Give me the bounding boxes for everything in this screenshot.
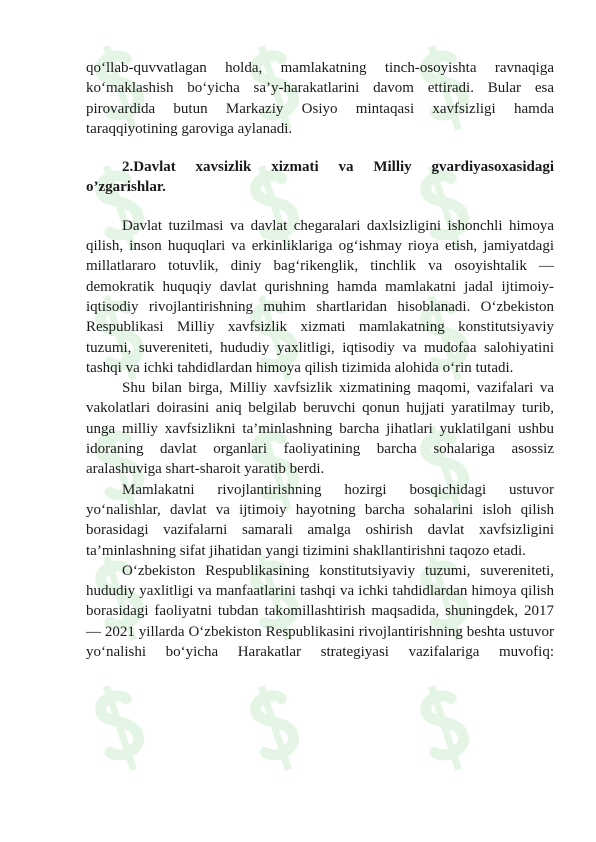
dollar-sign-icon (81, 675, 158, 782)
paragraph-1: Davlat tuzilmasi va davlat chegaralari daxlsizligini ishonchli himoya qilish, inson huquqlari va erkinliklariga og‘ishmay rioya etish, jamiyatdagi millatlararo totuvlik, diniy bag‘rikenglik, tinchlik va osoyishtalik — demokratik huquqiy davlat qurishning hamda mamlakatni jadal ijtimoiy-iqtisodiy rivojlantirishning muhim shartlaridan hisoblanadi. O‘zbekiston Respublikasi Milliy xavfsizlik xizmati mamlakatning konstitutsiyaviy tuzumi, suvereniteti, hududiy yaxlitligi, iqtisodiy va mudofaa salohiyatini tashqi va ichki tahdidlardan himoya qilish tizimida alohida o‘rin tutadi. (86, 217, 554, 376)
paragraph-4: O‘zbekiston Respublikasining konstitutsiyaviy tuzumi, suvereniteti, hududiy yaxlitligi va manfaatlarini tashqi va ichki tahdidlardan himoya qilish borasidagi faoliyatni tubdan takomillashtirish maqsadida, shuningdek, 2017 — 2021 yillarda O‘zbekiston Respublikasini rivojlantirishning beshta ustuvor yo‘nalishi bo‘yicha Harakatlar strategiyasi vazifalariga muvofiq: (86, 562, 554, 661)
paragraph-3: Mamlakatni rivojlantirishning hozirgi bosqichidagi ustuvor yo‘nalishlar, davlat va ijtimoiy hayotning barcha sohalarini isloh qilish borasidagi vazifalarni samarali amalga oshirish davlat xavfsizligini ta’minlashning sifat jihatidan yangi tizimini shakllantirishni taqozo etadi. (86, 481, 554, 559)
section-heading: 2.Davlat xavsizlik xizmati va Milliy gvardiyasoxasidagi o’zgarishlar. (86, 159, 554, 196)
document-page (86, 58, 554, 662)
dollar-sign-icon (406, 675, 483, 782)
paragraph-continuation: qo‘llab-quvvatlagan holda, mamlakatning tinch-osoyishta ravnaqiga ko‘maklashish bo‘yicha sa’y-harakatlarini davom ettiradi. Bular esa pirovardida butun Markaziy Osiyo mintaqasi xavfsizligi hamda taraqqiyotining garoviga aylanadi. (86, 60, 554, 137)
paragraph-2: Shu bilan birga, Milliy xavfsizlik xizmatining maqomi, vazifalari va vakolatlari doirasini aniq belgilab beruvchi qonun hujjati yaratilmay turib, unga milliy xavfsizlikni ta’minlashning barcha jihatlari yuklatilgani ushbu idoraning davlat organlari faoliyatining barcha sohalariga asossiz aralashuviga shart-sharoit yaratib berdi. (86, 380, 554, 478)
dollar-sign-icon (236, 675, 313, 782)
